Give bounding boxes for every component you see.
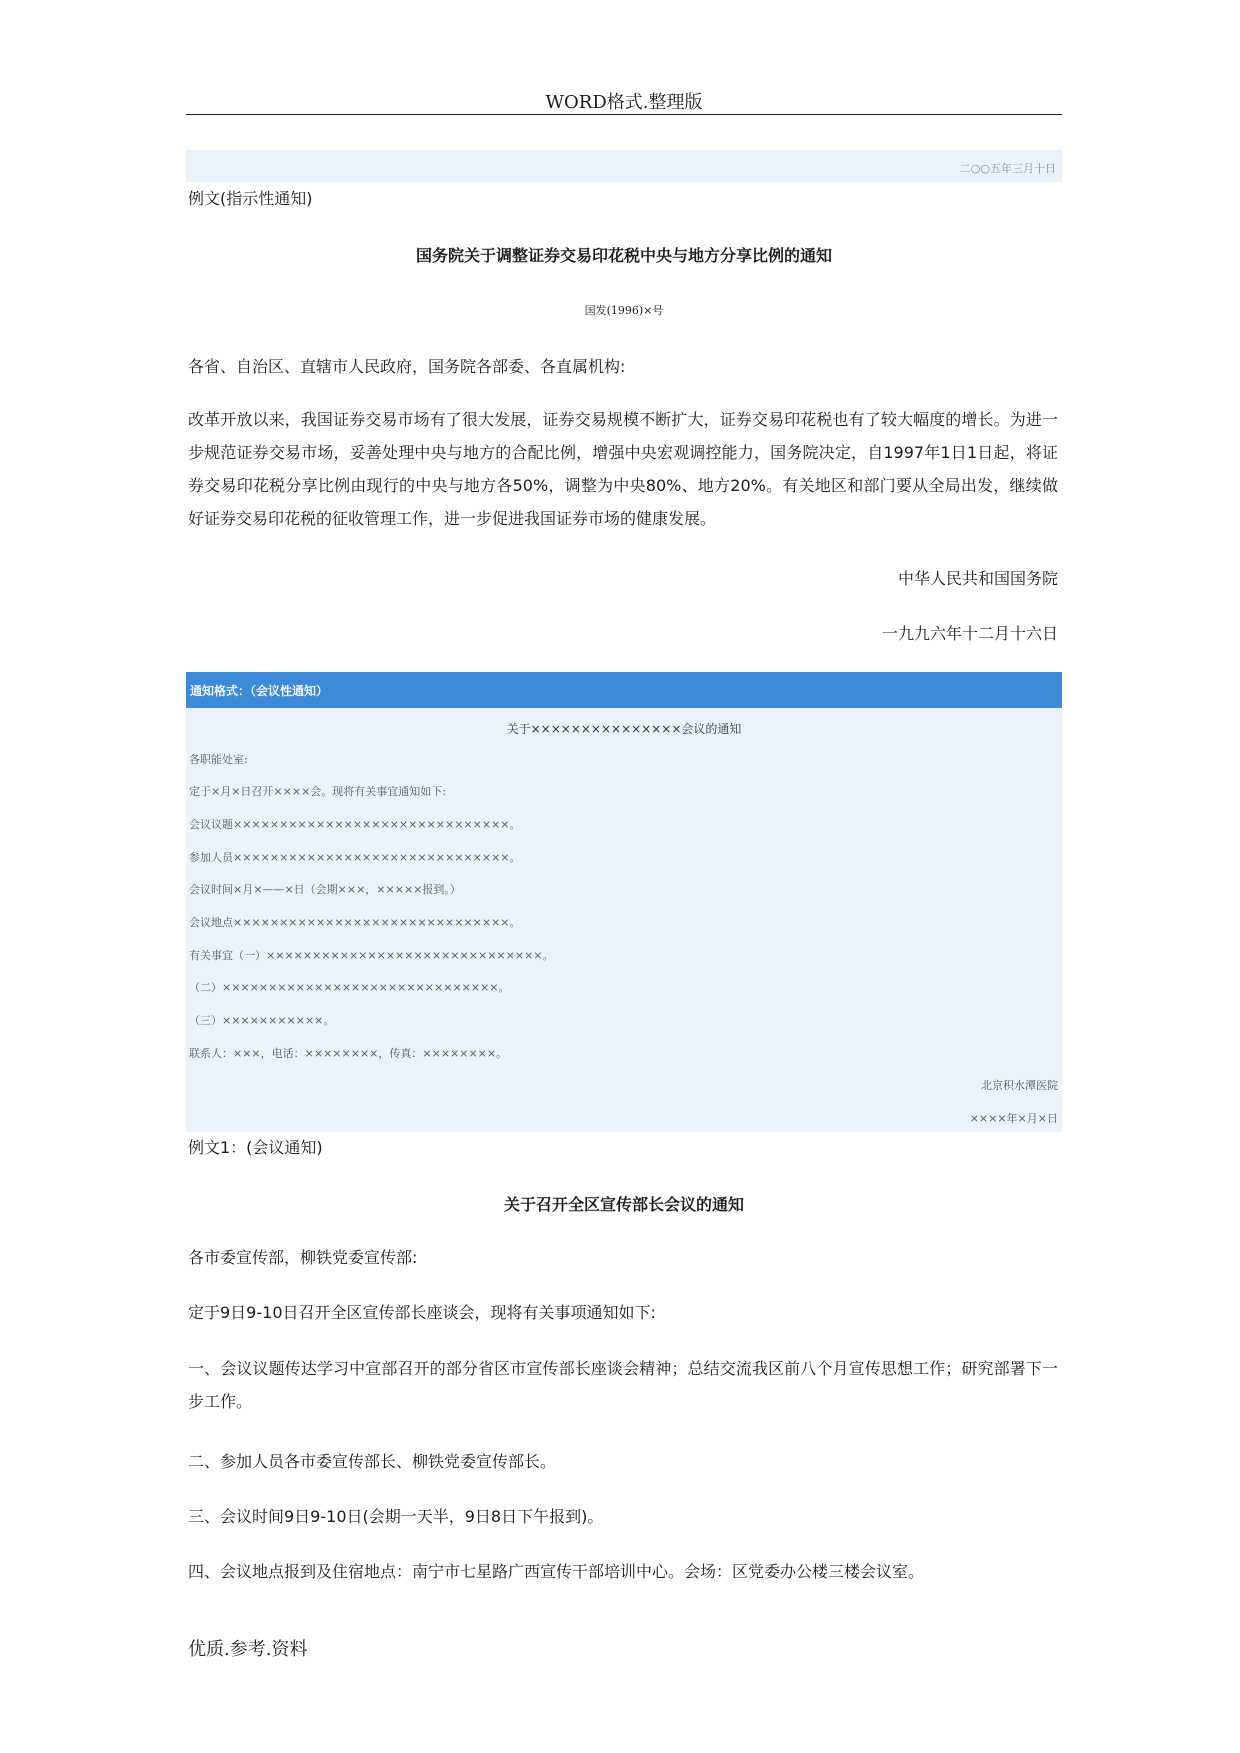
- page-header-title: WORD格式.整理版: [545, 92, 703, 113]
- example2-intro: 定于9日9-10日召开全区宣传部长座谈会，现将有关事项通知如下:: [188, 1303, 656, 1322]
- template-line: 会议议题××××××××××××××××××××××××××××××。: [189, 818, 521, 831]
- example1-body: 改革开放以来，我国证券交易市场有了很大发展，证券交易规模不断扩大，证券交易印花税也有了较大幅度的增长。为进一步规范证券交易市场，妥善处理中央与地方的合配比例，增强中央宏观调控能力，国务院决定，自1997年1日1日起，将证券交易印花税分享比例由现行的中央与地方各50%，调整为中央80%、地方20%。有关地区和部门要从全局出发，继续做好证券交易印花税的征收管理工作，进一步促进我国证券市场的健康发展。: [188, 410, 1058, 528]
- template-line: （二）××××××××××××××××××××××××××××××。: [189, 981, 510, 994]
- example2-item-1: 一、会议议题传达学习中宣部召开的部分省区市宣传部长座谈会精神；总结交流我区前八个月宣传思想工作；研究部署下一步工作。: [188, 1359, 1058, 1411]
- header-divider: [186, 114, 1062, 115]
- template-line: 各职能处室:: [189, 753, 248, 766]
- example2-title: 关于召开全区宣传部长会议的通知: [503, 1195, 744, 1214]
- template-line: 参加人员××××××××××××××××××××××××××××××。: [189, 851, 521, 864]
- template-line: 定于×月×日召开××××会。现将有关事宜通知如下:: [189, 785, 447, 798]
- template-box-header-text: 通知格式：（会议性通知）: [190, 684, 329, 698]
- top-band-date: 二○○五年三月十日: [959, 162, 1056, 175]
- example1-label: 例文(指示性通知): [188, 189, 313, 208]
- template-issuer: 北京积水潭医院: [981, 1079, 1058, 1092]
- example1-issuer: 中华人民共和国国务院: [897, 569, 1058, 588]
- template-box-header: [186, 672, 1062, 708]
- template-line: （三）×××××××××××。: [189, 1014, 335, 1027]
- example2-item-4: 四、会议地点报到及住宿地点：南宁市七星路广西宣传干部培训中心。会场：区党委办公楼三楼会议室。: [188, 1562, 925, 1581]
- example1-doc-number: 国发(1996)×号: [584, 304, 664, 317]
- example1-date: 一九九六年十二月十六日: [881, 624, 1058, 643]
- example1-title: 国务院关于调整证券交易印花税中央与地方分享比例的通知: [415, 246, 832, 265]
- template-date: ××××年×月×日: [969, 1112, 1058, 1125]
- template-line: 会议地点××××××××××××××××××××××××××××××。: [189, 916, 521, 929]
- example2-item-2: 二、参加人员各市委宣传部长、柳铁党委宣传部长。: [188, 1452, 557, 1471]
- example2-salutation: 各市委宣传部，柳铁党委宣传部:: [188, 1248, 418, 1267]
- page-footer: 优质.参考.资料: [188, 1639, 308, 1660]
- template-box-title: 关于×××××××××××××××会议的通知: [506, 722, 742, 736]
- top-date-band: [186, 150, 1062, 182]
- example2-item-3: 三、会议时间9日9-10日(会期一天半，9日8日下午报到)。: [188, 1507, 604, 1526]
- example2-label: 例文1：(会议通知): [188, 1138, 323, 1157]
- example1-salutation: 各省、自治区、直辖市人民政府，国务院各部委、各直属机构:: [188, 357, 626, 376]
- template-line: 联系人：×××，电话：××××××××，传真：××××××××。: [189, 1047, 508, 1060]
- template-line: 有关事宜（一）××××××××××××××××××××××××××××××。: [189, 949, 554, 962]
- template-line: 会议时间×月×——×日（会期×××，×××××报到。）: [189, 883, 461, 896]
- meeting-notice-template-box: [186, 672, 1062, 1132]
